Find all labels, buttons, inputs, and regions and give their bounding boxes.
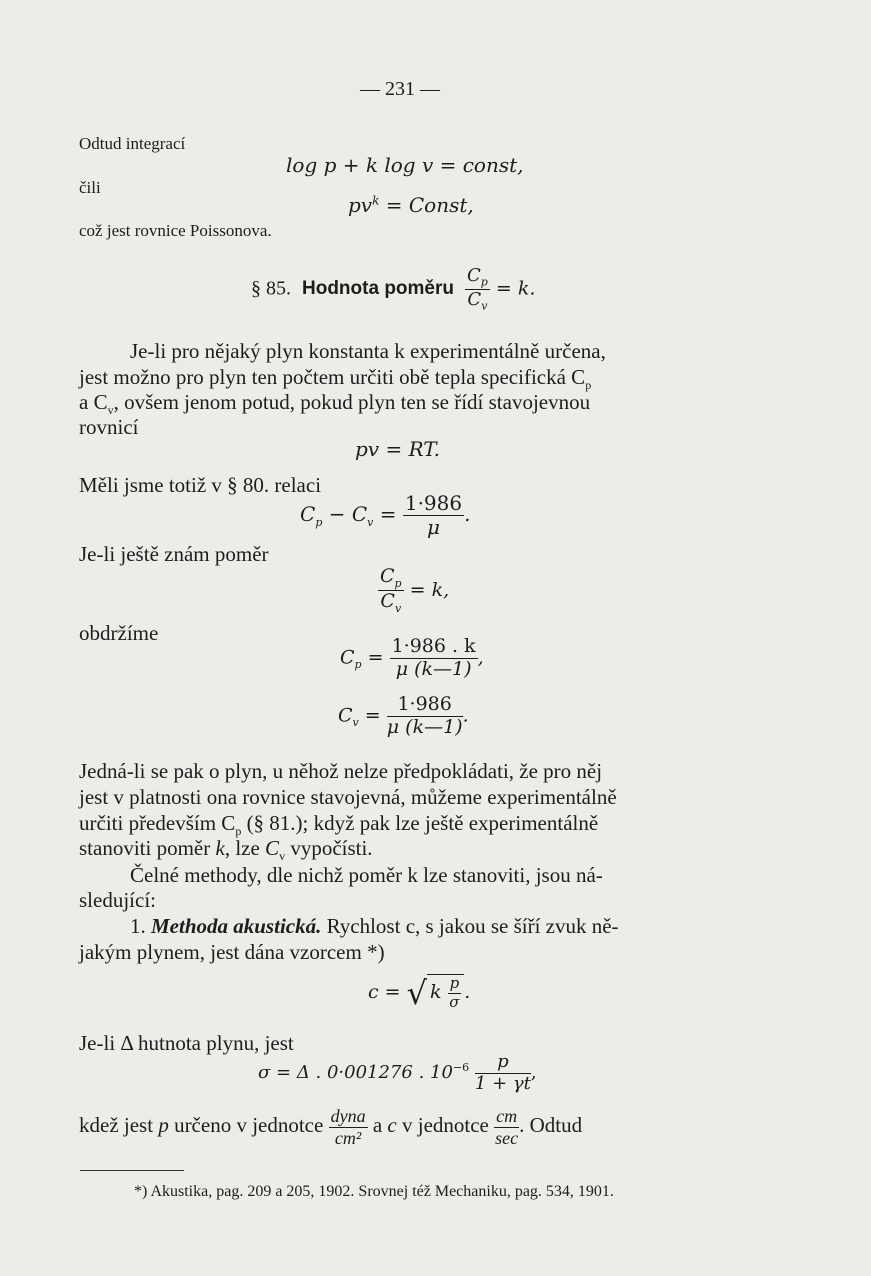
- para1-line3-sub: v: [107, 403, 114, 418]
- density-num: p: [475, 1052, 531, 1074]
- cp-den: μ (k—1): [395, 657, 472, 680]
- poisson-pv: pv: [348, 193, 373, 217]
- method-title: Methoda akustická.: [151, 914, 322, 938]
- sqrt-icon: √: [406, 974, 428, 1012]
- cv-lhs: C: [338, 704, 353, 727]
- units-u2-den: sec: [495, 1127, 519, 1148]
- para1-line3-text: a C: [79, 390, 108, 414]
- method-line1-rest: Rychlost c, s jakou se šíří zvuk ně-: [321, 914, 619, 938]
- para2-line4-sub: v: [279, 849, 286, 864]
- para2-line3a: určiti především C: [79, 811, 236, 835]
- density-formula: [258, 1052, 537, 1094]
- poisson-formula-1: log p + k log v = const,: [286, 153, 524, 177]
- section-den: C: [467, 289, 482, 311]
- cp-lhs: C: [340, 646, 355, 669]
- cp-fraction: [390, 636, 478, 681]
- relation-eq: =: [373, 502, 403, 526]
- para2-c: C: [265, 836, 280, 860]
- method-line2: jakým plynem, jest dána vzorcem *): [79, 940, 385, 964]
- units-line: [79, 1106, 582, 1148]
- section-den-sub: v: [481, 299, 488, 313]
- ratio-label: Je-li ještě znám poměr: [79, 542, 269, 566]
- poisson-exp: k: [372, 193, 380, 208]
- density-den: 1 + γt: [474, 1072, 531, 1094]
- cp-end: ,: [477, 646, 484, 669]
- units-c: c: [387, 1113, 397, 1137]
- para2-line3-sub: p: [235, 824, 242, 839]
- method-line1: [130, 913, 619, 939]
- relation-cv-sub: v: [367, 516, 374, 529]
- relation-minus-cv: − C: [322, 502, 368, 526]
- density-end: ,: [530, 1062, 537, 1084]
- equation-pv-rt: pv = RT.: [355, 437, 441, 461]
- poisson-label-1: Odtud integrací: [79, 134, 186, 153]
- section-num: C: [467, 265, 481, 286]
- speed-end: .: [464, 981, 471, 1003]
- ratio-rhs: = k,: [403, 578, 450, 601]
- relation-end: .: [464, 502, 471, 526]
- density-exp: −6: [452, 1061, 470, 1075]
- units-end: . Odtud: [519, 1113, 583, 1137]
- units-fraction-2: [494, 1106, 519, 1148]
- footnote: *) Akustika, pag. 209 a 205, 1902. Srovnej též Mechaniku, pag. 534, 1901.: [134, 1183, 614, 1200]
- section-heading: [251, 266, 535, 313]
- ratio-den-sub: v: [394, 602, 402, 616]
- cp-formula: $C_p$ = $\frac{1\cdot 986 . k}{\mu (k—1)}$ ,: [340, 635, 484, 680]
- para3-line2: sledující:: [79, 888, 156, 912]
- para2-line4b: , lze: [224, 836, 266, 860]
- para2-line4a: stanoviti poměr: [79, 836, 216, 860]
- poisson-label-3: což jest rovnice Poissonova.: [79, 221, 272, 240]
- para1-line2-sub: p: [585, 378, 592, 393]
- page-number: — 231 —: [360, 78, 440, 100]
- units-mid2: a: [367, 1113, 388, 1137]
- para1-line3-rest: , ovšem jenom potud, pokud plyn ten se řídí stavojevnou: [113, 390, 591, 414]
- section-rhs: = k.: [489, 277, 536, 300]
- para1-line1: Je-li pro nějaký plyn konstanta k experimentálně určena,: [130, 339, 606, 363]
- units-mid1: určeno v jednotce: [168, 1113, 329, 1137]
- speed-lhs: c =: [368, 981, 407, 1003]
- units-fraction-1: [329, 1106, 368, 1148]
- poisson-formula-2: [348, 193, 474, 217]
- section-title: Hodnota poměru: [302, 278, 454, 300]
- para3-line1: Čelné methody, dle nichž poměr k lze stanoviti, jsou ná-: [130, 863, 603, 887]
- cv-num: 1·986: [387, 694, 463, 717]
- section-number: § 85.: [251, 277, 291, 300]
- ratio-num: C: [380, 565, 395, 587]
- relation-den: μ: [426, 515, 440, 539]
- poisson-label-2: čili: [79, 178, 101, 197]
- speed-formula: [368, 974, 470, 1012]
- ratio-den: C: [380, 590, 395, 613]
- relation-cp: C: [300, 502, 316, 526]
- section-num-sub: p: [480, 275, 488, 289]
- poisson-const: = Const,: [379, 193, 474, 217]
- cv-den: μ (k—1): [386, 715, 463, 738]
- method-number: 1.: [130, 914, 146, 938]
- cv-fraction: [387, 694, 463, 739]
- para2-k: k: [215, 836, 225, 860]
- density-fraction: [475, 1052, 531, 1094]
- cv-formula: $C_v$ = $\frac{1\cdot 986}{\mu (k—1)}$ .: [338, 693, 469, 738]
- para2-line2: jest v platnosti ona rovnice stavojevná, můžeme experimentálně: [79, 785, 617, 809]
- sqrt-fraction: [448, 975, 462, 1011]
- density-label: Je-li Δ hutnota plynu, jest: [79, 1031, 294, 1055]
- para1-line4: rovnicí: [79, 415, 139, 439]
- sqrt-body: [427, 974, 464, 1011]
- cp-sub: p: [354, 658, 362, 672]
- sqrt-num: p: [449, 974, 460, 993]
- relation-formula: [300, 492, 470, 539]
- units-u1-num: dyna: [330, 1106, 366, 1126]
- obtain-label: obdržíme: [79, 621, 159, 645]
- relation-cp-sub: p: [315, 516, 323, 529]
- cv-sub: v: [352, 716, 359, 730]
- units-u1-den: cm²: [334, 1127, 362, 1148]
- ratio-fraction: [378, 566, 404, 616]
- units-pre: kdež jest: [79, 1113, 159, 1137]
- para2-line1: Jedná-li se pak o plyn, u něhož nelze předpokládati, že pro něj: [79, 759, 603, 783]
- para1-line3: [79, 389, 590, 423]
- para2-line3b: (§ 81.); když pak lze ještě experimentálně: [241, 811, 599, 835]
- cv-end: .: [462, 704, 469, 727]
- ratio-num-sub: p: [394, 576, 402, 590]
- cp-num: 1·986 . k: [391, 635, 476, 657]
- ratio-formula: [378, 566, 449, 616]
- sqrt-k: k: [430, 981, 442, 1003]
- density-lhs: σ = Δ . 0·001276 . 10: [258, 1062, 453, 1084]
- relation-fraction: [403, 492, 464, 539]
- units-mid3: v jednotce: [396, 1113, 495, 1137]
- section-fraction: [465, 266, 490, 313]
- relation-num: 1·986: [404, 491, 463, 515]
- units-u2-num: cm: [496, 1106, 518, 1126]
- para1-line2-text: jest možno pro plyn ten počtem určiti obě tepla specifická C: [79, 365, 586, 389]
- footnote-rule: [80, 1170, 184, 1171]
- para2-line4c: vypočísti.: [285, 836, 373, 860]
- units-p: p: [158, 1113, 169, 1137]
- relation-label: Měli jsme totiž v § 80. relaci: [79, 473, 322, 497]
- sqrt-den: σ: [449, 992, 460, 1011]
